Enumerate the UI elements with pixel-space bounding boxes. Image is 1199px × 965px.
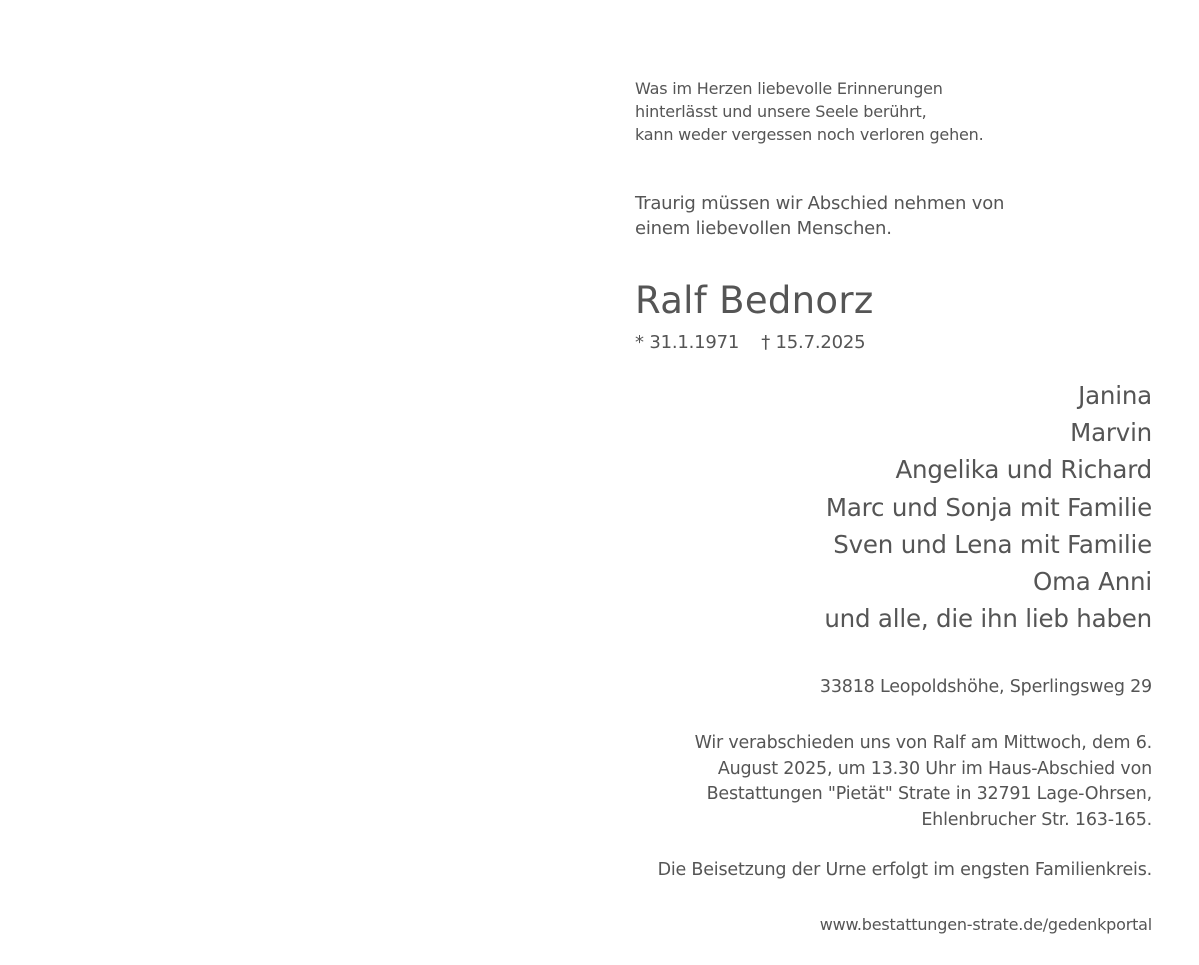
deceased-dates: * 31.1.1971 † 15.7.2025 bbox=[635, 332, 866, 353]
quote-line-1: Was im Herzen liebevolle Erinnerungen bbox=[635, 79, 943, 98]
service-line-2: August 2025, um 13.30 Uhr im Haus-Abschied von bbox=[717, 759, 1152, 779]
mourner-7: und alle, die ihn lieb haben bbox=[824, 604, 1152, 633]
mourner-1: Janina bbox=[1078, 381, 1152, 410]
service-line-1: Wir verabschieden uns von Ralf am Mittwoch, dem 6. bbox=[694, 733, 1152, 753]
service-line-3: Bestattungen "Pietät" Strate in 32791 Lage-Ohrsen, bbox=[706, 784, 1152, 804]
mourner-6: Oma Anni bbox=[1033, 567, 1152, 596]
family-address: 33818 Leopoldshöhe, Sperlingsweg 29 bbox=[819, 677, 1152, 697]
quote-line-3: kann weder vergessen noch verloren gehen. bbox=[635, 125, 984, 144]
deceased-name: Ralf Bednorz bbox=[635, 279, 874, 322]
mourner-2: Marvin bbox=[1070, 418, 1152, 447]
burial-note: Die Beisetzung der Urne erfolgt im engsten Familienkreis. bbox=[657, 860, 1152, 880]
mourner-3: Angelika und Richard bbox=[895, 455, 1152, 484]
service-line-4: Ehlenbrucher Str. 163-165. bbox=[921, 810, 1152, 830]
mourner-5: Sven und Lena mit Familie bbox=[833, 530, 1152, 559]
intro-line-1: Traurig müssen wir Abschied nehmen von bbox=[635, 193, 1005, 214]
intro-line-2: einem liebevollen Menschen. bbox=[635, 218, 892, 239]
memorial-website: www.bestattungen-strate.de/gedenkportal bbox=[819, 915, 1152, 934]
mourner-4: Marc und Sonja mit Familie bbox=[825, 493, 1152, 522]
quote-line-2: hinterlässt und unsere Seele berührt, bbox=[635, 102, 927, 121]
